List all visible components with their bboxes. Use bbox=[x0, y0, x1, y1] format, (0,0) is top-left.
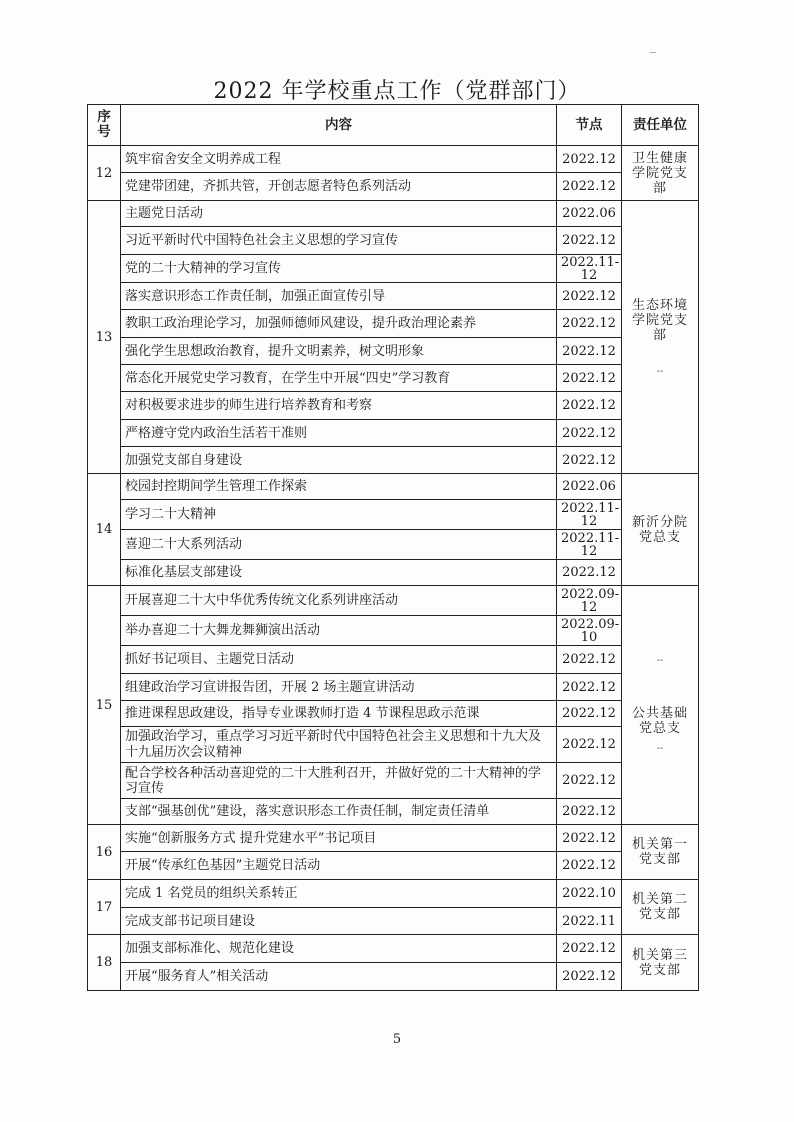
row-content: 加强支部标准化、规范化建设 bbox=[121, 935, 557, 963]
row-responsible-unit bbox=[622, 586, 699, 825]
row-content: 学习二十大精神 bbox=[121, 500, 557, 530]
row-node-date: 2022.12 bbox=[557, 227, 622, 255]
row-content: 加强党支部自身建设 bbox=[121, 447, 557, 474]
row-node-date: 2022.12 bbox=[557, 447, 622, 474]
row-node-date: 2022.09-12 bbox=[557, 586, 622, 616]
row-content: 实施“创新服务方式 提升党建水平”书记项目 bbox=[121, 825, 557, 852]
row-content: 配合学校各种活动喜迎党的二十大胜利召开，并做好党的二十大精神的学习宣传 bbox=[121, 763, 557, 799]
table-row bbox=[88, 674, 699, 701]
row-node-date: 2022.11-12 bbox=[557, 500, 622, 530]
row-node-date: 2022.12 bbox=[557, 560, 622, 586]
row-node-date: 2022.11-12 bbox=[557, 255, 622, 283]
table-row bbox=[88, 365, 699, 392]
row-content: 筑牢宿舍安全文明养成工程 bbox=[121, 146, 557, 173]
row-node-date: 2022.12 bbox=[557, 763, 622, 799]
row-node-date: 2022.12 bbox=[557, 392, 622, 420]
table-row bbox=[88, 500, 699, 530]
row-content: 组建政治学习宣讲报告团，开展 2 场主题宣讲活动 bbox=[121, 674, 557, 701]
row-content: 开展“服务育人”相关活动 bbox=[121, 963, 557, 991]
table-row bbox=[88, 560, 699, 586]
row-content: 主题党日活动 bbox=[121, 201, 557, 227]
row-node-date: 2022.12 bbox=[557, 674, 622, 701]
table-row bbox=[88, 310, 699, 338]
row-node-date: 2022.12 bbox=[557, 146, 622, 173]
table-row bbox=[88, 825, 699, 852]
table-row bbox=[88, 799, 699, 825]
unit-mark-top: -- bbox=[656, 655, 664, 666]
table-row bbox=[88, 586, 699, 616]
row-node-date: 2022.09-10 bbox=[557, 616, 622, 646]
table-row bbox=[88, 474, 699, 500]
row-node-date: 2022.12 bbox=[557, 701, 622, 727]
row-content: 喜迎二十大系列活动 bbox=[121, 530, 557, 560]
row-node-date: 2022.12 bbox=[557, 852, 622, 880]
header-seq: 序号 bbox=[88, 105, 121, 146]
table-row bbox=[88, 935, 699, 963]
row-node-date: 2022.11 bbox=[557, 908, 622, 935]
row-node-date: 2022.12 bbox=[557, 935, 622, 963]
table-row bbox=[88, 447, 699, 474]
table-row bbox=[88, 201, 699, 227]
page-number: 5 bbox=[392, 1032, 402, 1047]
row-seq: 12 bbox=[88, 146, 121, 201]
table-row bbox=[88, 338, 699, 365]
header-node: 节点 bbox=[557, 105, 622, 146]
work-table bbox=[87, 104, 699, 991]
row-seq: 13 bbox=[88, 201, 121, 474]
row-node-date: 2022.12 bbox=[557, 365, 622, 392]
table-row bbox=[88, 283, 699, 310]
unit-mark: -- bbox=[656, 365, 664, 377]
unit-mark: -- bbox=[656, 743, 664, 754]
table-row bbox=[88, 727, 699, 763]
row-content: 严格遵守党内政治生活若干准则 bbox=[121, 420, 557, 447]
row-content: 落实意识形态工作责任制，加强正面宣传引导 bbox=[121, 283, 557, 310]
row-content: 举办喜迎二十大舞龙舞狮演出活动 bbox=[121, 616, 557, 646]
table-row bbox=[88, 646, 699, 674]
row-node-date: 2022.12 bbox=[557, 173, 622, 201]
row-seq: 18 bbox=[88, 935, 121, 991]
unit-name: 新沂分院党总支 bbox=[631, 514, 688, 545]
row-content: 抓好书记项目、主题党日活动 bbox=[121, 646, 557, 674]
row-node-date: 2022.12 bbox=[557, 727, 622, 763]
row-content: 习近平新时代中国特色社会主义思想的学习宣传 bbox=[121, 227, 557, 255]
row-node-date: 2022.12 bbox=[557, 799, 622, 825]
row-content: 常态化开展党史学习教育，在学生中开展“四史”学习教育 bbox=[121, 365, 557, 392]
row-content: 完成支部书记项目建设 bbox=[121, 908, 557, 935]
row-node-date: 2022.12 bbox=[557, 338, 622, 365]
row-content: 党建带团建，齐抓共管，开创志愿者特色系列活动 bbox=[121, 173, 557, 201]
unit-name: 公共基础党总支 bbox=[631, 706, 688, 736]
table-row bbox=[88, 227, 699, 255]
page-title: 2022 年学校重点工作（党群部门） bbox=[213, 79, 581, 104]
table-row bbox=[88, 173, 699, 201]
row-responsible-unit bbox=[622, 474, 699, 586]
row-node-date: 2022.12 bbox=[557, 310, 622, 338]
row-content: 推进课程思政建设，指导专业课教师打造 4 节课程思政示范课 bbox=[121, 701, 557, 727]
table-row bbox=[88, 852, 699, 880]
row-node-date: 2022.06 bbox=[557, 474, 622, 500]
table-header-row bbox=[88, 105, 699, 146]
table-row bbox=[88, 963, 699, 991]
row-content: 校园封控期间学生管理工作探索 bbox=[121, 474, 557, 500]
row-node-date: 2022.12 bbox=[557, 963, 622, 991]
row-content: 标准化基层支部建设 bbox=[121, 560, 557, 586]
unit-name: 生态环境学院党支部 bbox=[631, 297, 688, 343]
row-content: 支部“强基创优”建设，落实意识形态工作责任制，制定责任清单 bbox=[121, 799, 557, 825]
row-node-date: 2022.12 bbox=[557, 825, 622, 852]
row-seq: 15 bbox=[88, 586, 121, 825]
row-seq: 14 bbox=[88, 474, 121, 586]
row-node-date: 2022.06 bbox=[557, 201, 622, 227]
scan-mark bbox=[650, 52, 656, 53]
row-content: 对积极要求进步的师生进行培养教育和考察 bbox=[121, 392, 557, 420]
table-row bbox=[88, 763, 699, 799]
row-responsible-unit bbox=[622, 201, 699, 474]
table-row bbox=[88, 880, 699, 908]
row-node-date: 2022.12 bbox=[557, 283, 622, 310]
row-content: 党的二十大精神的学习宣传 bbox=[121, 255, 557, 283]
header-unit: 责任单位 bbox=[622, 105, 699, 146]
unit-name: 机关第一党支部 bbox=[631, 837, 688, 867]
table-body bbox=[88, 146, 699, 991]
row-seq: 17 bbox=[88, 880, 121, 935]
table-row bbox=[88, 701, 699, 727]
row-content: 开展“传承红色基因”主题党日活动 bbox=[121, 852, 557, 880]
row-node-date: 2022.11-12 bbox=[557, 530, 622, 560]
row-responsible-unit bbox=[622, 935, 699, 991]
row-content: 教职工政治理论学习，加强师德师风建设，提升政治理论素养 bbox=[121, 310, 557, 338]
row-content: 开展喜迎二十大中华优秀传统文化系列讲座活动 bbox=[121, 586, 557, 616]
row-content: 加强政治学习，重点学习习近平新时代中国特色社会主义思想和十九大及十九届历次会议精神 bbox=[121, 727, 557, 763]
row-content: 完成 1 名党员的组织关系转正 bbox=[121, 880, 557, 908]
row-content: 强化学生思想政治教育，提升文明素养，树文明形象 bbox=[121, 338, 557, 365]
table-row bbox=[88, 392, 699, 420]
table-row bbox=[88, 420, 699, 447]
row-responsible-unit bbox=[622, 825, 699, 880]
row-seq: 16 bbox=[88, 825, 121, 880]
header-content: 内容 bbox=[121, 105, 557, 146]
unit-name: 机关第二党支部 bbox=[631, 892, 688, 922]
unit-name: 机关第三党支部 bbox=[631, 947, 688, 978]
table-row bbox=[88, 530, 699, 560]
row-responsible-unit bbox=[622, 880, 699, 935]
unit-name: 卫生健康学院党支部 bbox=[631, 150, 688, 196]
table-row bbox=[88, 616, 699, 646]
table-row bbox=[88, 146, 699, 173]
table-row bbox=[88, 908, 699, 935]
row-node-date: 2022.10 bbox=[557, 880, 622, 908]
row-responsible-unit bbox=[622, 146, 699, 201]
row-node-date: 2022.12 bbox=[557, 420, 622, 447]
row-node-date: 2022.12 bbox=[557, 646, 622, 674]
table-row bbox=[88, 255, 699, 283]
